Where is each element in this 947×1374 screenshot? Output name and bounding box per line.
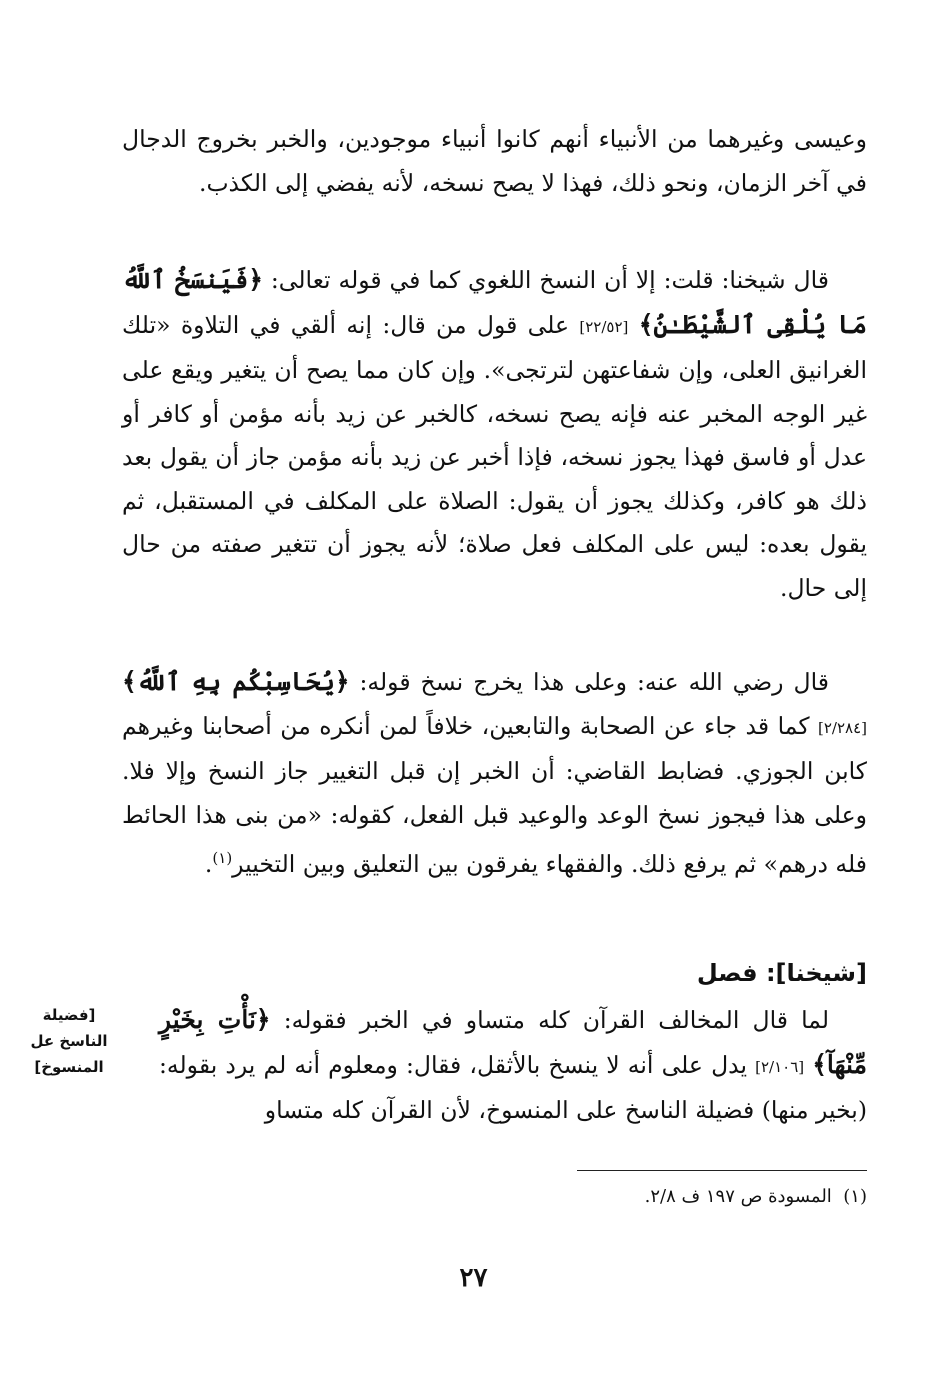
margin-note: [فضيلة الناسخ عل المنسوخ] [30, 1006, 108, 1076]
verse-reference: [٢٢/٥٢] [579, 317, 629, 336]
paragraph-1 [122, 118, 867, 205]
verse-reference: [٢/١٠٦] [755, 1057, 805, 1076]
paragraph-2 [122, 258, 867, 610]
paragraph-3-intro: قال رضي الله عنه: وعلى هذا يخرج نسخ قوله: [349, 668, 829, 696]
paragraph-2-intro: قال شيخنا: قلت: إلا أن النسخ اللغوي كما في قوله تعالى: [262, 266, 829, 294]
paragraph-4-intro: لما قال المخالف القرآن كله متساو في الخبر فقوله: [270, 1006, 830, 1034]
footnote-marker[interactable]: (١) [212, 849, 233, 867]
quran-verse: ﴿فَيَنسَخُ ٱللَّهُ مَا يُلْقِى ٱلشَّيْطَـٰنُ﴾ [122, 265, 867, 339]
paragraph-3-end: . [204, 850, 213, 878]
paragraph-3 [122, 660, 867, 887]
footnote-1 [645, 1180, 867, 1214]
paragraph-1-text: وعيسى وغيرهما من الأنبياء أنهم كانوا أنبياء موجودين، والخبر بخروج الدجال في آخر الزمان، ونحو ذلك، فهذا لا يصح نسخه، لأنه يفضي إلى الكذب. [122, 125, 867, 197]
paragraph-2-rest: على قول من قال: إنه ألقي في التلاوة «تلك الغرانيق العلى، وإن شفاعتهن لترتجى». وإن كان مما يصح أن يتغير ويقع على غير الوجه المخبر عنه فإنه يصح نسخه، كالخبر عن زيد بأنه مؤمن أو كافر أو عدل أو فاسق فهذا يجوز نسخه، فإذا أخبر عن زيد بأنه مؤمن جاز أن يقول بعد ذلك هو كافر، وكذلك يجوز أن يقول: الصلاة على المكلف في المستقبل، ثم يقول بعده: ليس على المكلف فعل صلاة؛ لأنه يجوز أن تتغير صفته من حال إلى حال. [122, 310, 867, 602]
footnote-1-mark: (١) [843, 1186, 867, 1207]
footnote-divider [577, 1170, 867, 1171]
section-heading: [شيخنا]: فصل [696, 959, 867, 987]
footnote-1-text: المسودة ص ١٩٧ ف ٢/٨. [644, 1186, 832, 1207]
paragraph-4 [159, 998, 867, 1133]
quran-verse: ﴿يُحَاسِبْكُم بِهِ ٱللَّهُ﴾ [122, 667, 350, 696]
quran-verse: ﴿نَأْتِ بِخَيْرٍ مِّنْهَآ﴾ [159, 1005, 867, 1079]
paragraph-4-rest: يدل على أنه لا ينسخ بالأثقل، فقال: ومعلوم أنه لم يرد بقوله: (بخير منها) فضيلة الناسخ على المنسوخ، لأن القرآن كله متساو [159, 1050, 867, 1124]
verse-reference: [٢/٢٨٤] [818, 718, 867, 737]
paragraph-3-rest: كما قد جاء عن الصحابة والتابعين، خلافاً لمن أنكره من أصحابنا وغيرهم كابن الجوزي. فضابط القاضي: أن الخبر إن قبل التغيير جاز النسخ وإلا فلا. وعلى هذا فيجوز نسخ الوعد والوعيد قبل الفعل، كقوله: «من بنى هذا الحائط فله درهم» ثم يرفع ذلك. والفقهاء يفرقون بين التعليق وبين التخيير [122, 711, 867, 878]
page-number: ٢٧ [459, 1263, 488, 1293]
